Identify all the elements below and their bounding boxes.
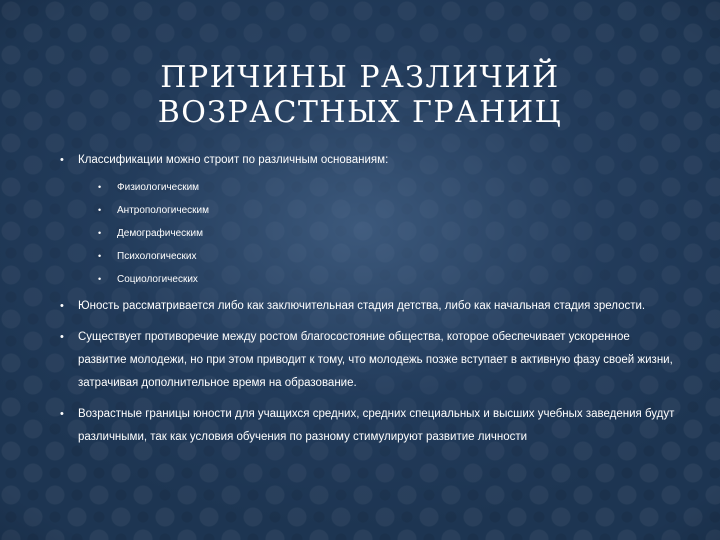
sub-list <box>56 176 681 291</box>
bullet-icon: • <box>98 228 102 238</box>
bullet-item <box>56 326 681 395</box>
bullet-icon: • <box>60 331 64 343</box>
bullet-text: Возрастные границы юности для учащихся средних, средних специальных и высших учебных заведения будут различными, так как условия обучения по разному стимулируют развитие личности <box>78 408 675 443</box>
bullet-text: Классификации можно строит по различным основаниям: <box>78 154 389 166</box>
bullet-text: Существует противоречие между ростом благосостояние общества, которое обеспечивает ускоренное развитие молодежи, но при этом приводит к тому, что молодежь позже вступает в активную фазу своей жизни, затрачивая дополнительное время на образование. <box>78 331 673 389</box>
bullet-item <box>56 149 681 172</box>
bullet-icon: • <box>60 154 64 166</box>
bullet-icon: • <box>98 274 102 284</box>
sub-bullet-text: Демографическим <box>117 228 203 239</box>
bullet-icon: • <box>98 205 102 215</box>
sub-bullet-text: Психологических <box>117 251 197 262</box>
bullet-icon: • <box>60 408 64 420</box>
sub-bullet-text: Социологических <box>117 274 198 285</box>
sub-bullet-item <box>56 199 681 222</box>
sub-bullet-item <box>56 268 681 291</box>
sub-bullet-text: Физиологическим <box>117 182 200 193</box>
bullet-icon: • <box>98 251 102 261</box>
sub-bullet-item <box>56 245 681 268</box>
bullet-icon: • <box>98 182 102 192</box>
sub-bullet-text: Антропологическим <box>117 205 210 216</box>
slide-title-line-2: ВОЗРАСТНЫХ ГРАНИЦ <box>157 95 563 130</box>
bullet-item <box>56 295 681 318</box>
sub-bullet-item <box>56 176 681 199</box>
sub-bullet-item <box>56 222 681 245</box>
bullet-icon: • <box>60 300 64 312</box>
slide-content <box>56 149 681 457</box>
slide-title <box>0 60 720 130</box>
bullet-item <box>56 403 681 449</box>
bullet-text: Юность рассматривается либо как заключительная стадия детства, либо как начальная стадия зрелости. <box>78 300 646 312</box>
slide-title-line-1: ПРИЧИНЫ РАЗЛИЧИЙ <box>160 60 560 95</box>
